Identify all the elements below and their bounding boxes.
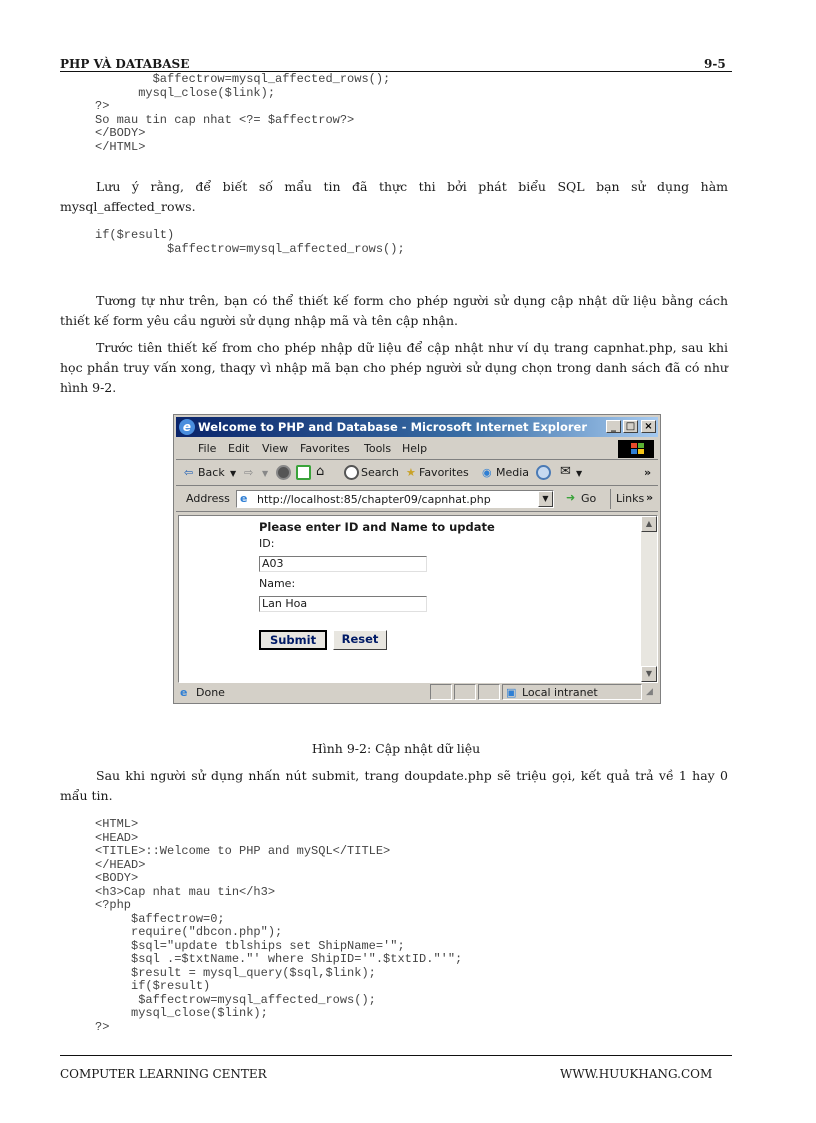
status-cell-3 [478,684,500,700]
figure-caption: Hình 9-2: Cập nhật dữ liệu [311,741,481,756]
paragraph-2: Tương tự như trên, bạn có thể thiết kế form cho phép người sử dụng cập nhật dữ liệu bằng cách thiết kế form yêu cầu người sử dụng nhập mã và tên cập nhận. [60,293,728,328]
links-overflow-icon[interactable]: » [646,491,654,504]
browser-window [173,414,661,704]
browser-titlebar [176,417,658,437]
menu-bar [176,439,658,460]
reset-button[interactable]: Reset [333,630,387,650]
paragraph-1: Lưu ý rằng, để biết số mẩu tin đã thực thi bởi phát biểu SQL bạn sử dụng hàm mysql_affected_rows. [60,179,728,214]
menu-tools[interactable]: Tools [364,442,392,455]
id-label: ID: [259,537,275,550]
status-cell-2 [454,684,476,700]
go-arrow-icon: ➜ [566,491,576,504]
code-block-2: if($result) $affectrow=mysql_affected_rows(); [95,228,405,256]
search-button[interactable]: Search [361,466,399,479]
stop-icon[interactable] [276,465,291,480]
scroll-down-icon[interactable]: ▼ [641,666,657,682]
toolbar-divider [610,489,611,509]
links-button[interactable]: Links [616,492,645,505]
code-block-3: <HTML> <HEAD> <TITLE>::Welcome to PHP and mySQL</TITLE> </HEAD> <BODY> <h3>Cap nhat mau tin</h3> <?php $affectrow=0; require("dbcon.php"); $sql="update tblships set ShipName='"; $sql .=$txtName."' where ShipID='".$txtID."'"; $result = mysql_query($sql,$link); if($result) $affectrow=mysql_affected_rows(); mysql_close($link); ?> [95,817,463,1034]
zone-text: Local intranet [522,686,598,699]
status-cell-1 [430,684,452,700]
maximize-button[interactable]: □ [623,420,638,433]
submit-button[interactable]: Submit [259,630,327,650]
vertical-scrollbar[interactable] [641,516,657,682]
header-title: PHP VÀ DATABASE [60,57,190,71]
search-icon [344,465,359,480]
page-content [178,515,658,683]
windows-logo-icon [618,440,654,458]
done-page-icon: e [180,686,188,699]
menu-favorites[interactable]: Favorites [300,442,350,455]
scroll-up-icon[interactable]: ▲ [641,516,657,532]
history-icon[interactable] [536,465,551,480]
name-input[interactable]: Lan Hoa [259,596,427,612]
resize-grip-icon[interactable]: ◢ [646,687,653,697]
intranet-icon: ▣ [506,686,517,699]
url-text: http://localhost:85/chapter09/capnhat.php [257,493,491,506]
close-button[interactable]: × [641,420,656,433]
menu-view[interactable]: View [262,442,289,455]
status-bar [176,683,658,701]
media-icon: ◉ [482,466,492,479]
back-button[interactable]: Back [198,466,225,479]
refresh-icon[interactable] [296,465,311,480]
menu-file[interactable]: File [198,442,217,455]
url-dropdown-icon[interactable]: ▼ [538,491,553,507]
status-text: Done [196,686,225,699]
mail-dropdown-icon[interactable]: ▼ [576,469,583,478]
name-label: Name: [259,577,296,590]
home-icon[interactable]: ⌂ [316,464,325,479]
address-label: Address [186,492,230,505]
ie-logo-icon: e [179,419,195,435]
favorites-star-icon: ★ [406,466,416,479]
paragraph-4: Sau khi người sử dụng nhấn nút submit, trang doupdate.php sẽ triệu gọi, kết quả trả về 1 hay 0 mẩu tin. [60,768,728,803]
menu-help[interactable]: Help [402,442,428,455]
form-heading: Please enter ID and Name to update [259,520,495,534]
id-input[interactable]: A03 [259,556,427,572]
browser-window-title: Welcome to PHP and Database - Microsoft Internet Explorer [198,420,588,434]
minimize-button[interactable]: _ [606,420,621,433]
media-button[interactable]: Media [496,466,530,479]
url-input[interactable] [236,490,554,508]
favorites-button[interactable]: Favorites [419,466,469,479]
page-number: 9-5 [704,57,726,71]
footer-rule [60,1055,732,1056]
code-block-1: $affectrow=mysql_affected_rows(); mysql_close($link); ?> So mau tin cap nhat <?= $affectrow?> </BODY> </HTML> [95,72,391,154]
mail-icon[interactable]: ✉ [560,464,571,479]
footer-right: WWW.HUUKHANG.COM [560,1067,713,1081]
toolbar-overflow-icon[interactable]: » [644,466,652,479]
menu-edit[interactable]: Edit [228,442,250,455]
forward-arrow-icon[interactable]: ⇨ [244,466,254,479]
go-button[interactable]: Go [581,492,597,505]
back-arrow-icon: ⇦ [184,466,194,479]
toolbar [176,461,658,486]
address-bar [176,487,658,512]
paragraph-3: Trước tiên thiết kế from cho phép nhập dữ liệu để cập nhật như ví dụ trang capnhat.php, sau khi học phần truy vấn xong, thaqy vì nhập mã bạn cho phép người sử dụng chọn trong danh sách đã có như hình 9-2. [60,340,728,395]
back-dropdown-icon[interactable]: ▼ [230,469,237,478]
page-icon: e [240,492,248,505]
footer-left: COMPUTER LEARNING CENTER [60,1067,267,1081]
forward-dropdown-icon[interactable]: ▼ [262,469,269,478]
